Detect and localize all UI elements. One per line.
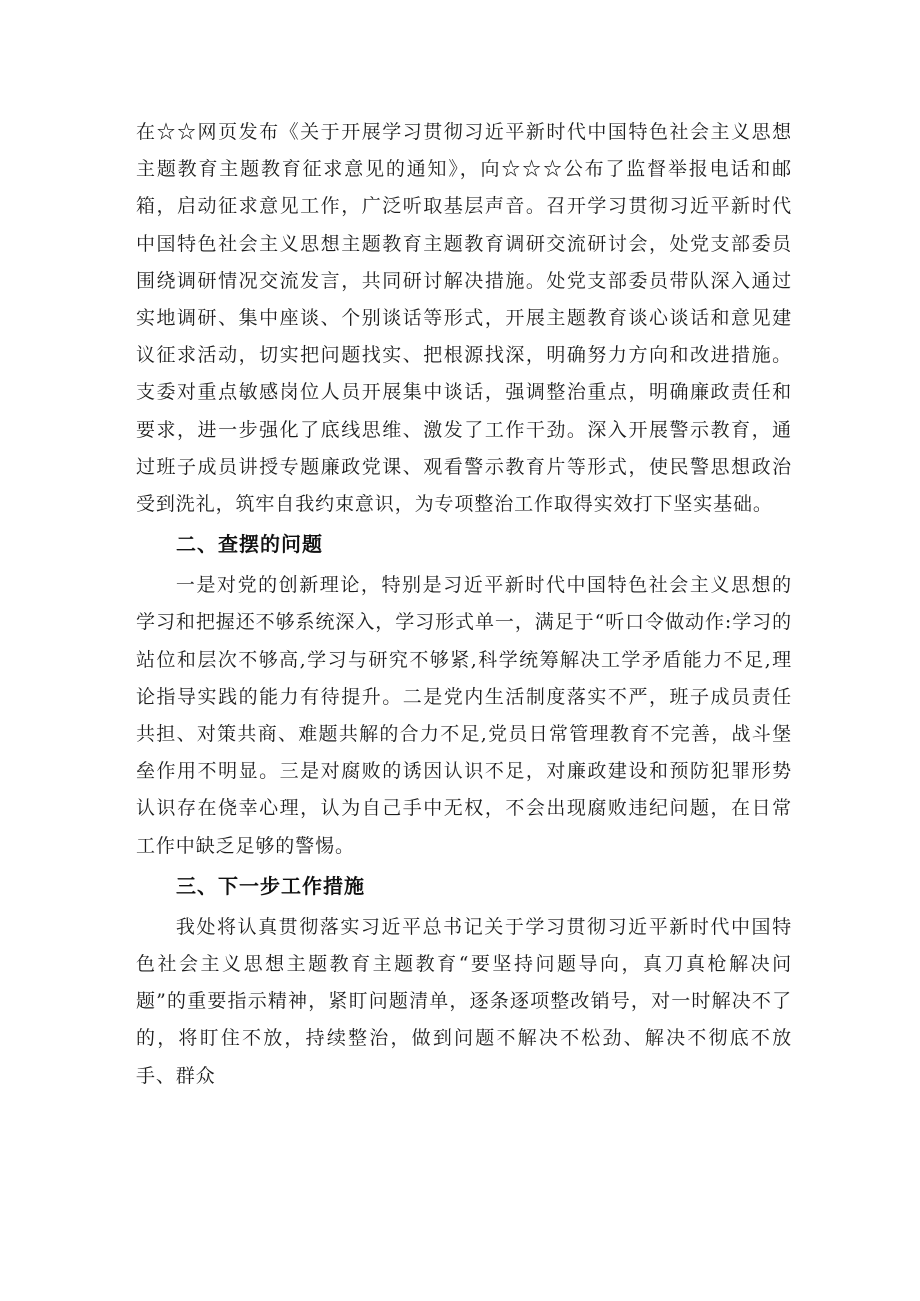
- paragraph-consultation-work: 在☆☆网页发布《关于开展学习贯彻习近平新时代中国特色社会主义思想主题教育主题教育征求意见的通知》，向☆☆☆公布了监督举报电话和邮箱，启动征求意见工作，广泛听取基层声音。召开学习贯彻习近平新时代中国特色社会主义思想主题教育主题教育调研交流研讨会，处党支部委员围绕调研情况交流发言，共同研讨解决措施。处党支部委员带队深入通过实地调研、集中座谈、个别谈话等形式，开展主题教育谈心谈话和意见建议征求活动，切实把问题找实、把根源找深，明确努力方向和改进措施。支委对重点敏感岗位人员开展集中谈话，强调整治重点，明确廉政责任和要求，进一步强化了底线思维、激发了工作干劲。深入开展警示教育，通过班子成员讲授专题廉政党课、观看警示教育片等形式，使民警思想政治受到洗礼，筑牢自我约束意识，为专项整治工作取得实效打下坚实基础。: [136, 121, 792, 516]
- section-heading-next-steps: 三、下一步工作措施: [176, 873, 365, 898]
- paragraph-next-steps: 我处将认真贯彻落实习近平总书记关于学习贯彻习近平新时代中国特色社会主义思想主题教育主题教育“要坚持问题导向，真刀真枪解决问题”的重要指示精神，紧盯问题清单，逐条逐项整改销号，对一时解决不了的，将盯住不放，持续整治，做到问题不解决不松劲、解决不彻底不放手、群众: [136, 915, 792, 1087]
- paragraph-problems: 一是对党的创新理论，特别是习近平新时代中国特色社会主义思想的学习和把握还不够系统深入，学习形式单一，满足于“听口令做动作:学习的站位和层次不够高,学习与研究不够紧,科学统筹解决工学矛盾能力不足,理论指导实践的能力有待提升。二是党内生活制度落实不严，班子成员责任共担、对策共商、难题共解的合力不足,党员日常管理教育不完善，战斗堡垒作用不明显。三是对腐败的诱因认识不足，对廉政建设和预防犯罪形势认识存在侥幸心理，认为自己手中无权，不会出现腐败违纪问题，在日常工作中缺乏足够的警惕。: [136, 574, 792, 857]
- section-heading-problems: 二、查摆的问题: [176, 532, 323, 557]
